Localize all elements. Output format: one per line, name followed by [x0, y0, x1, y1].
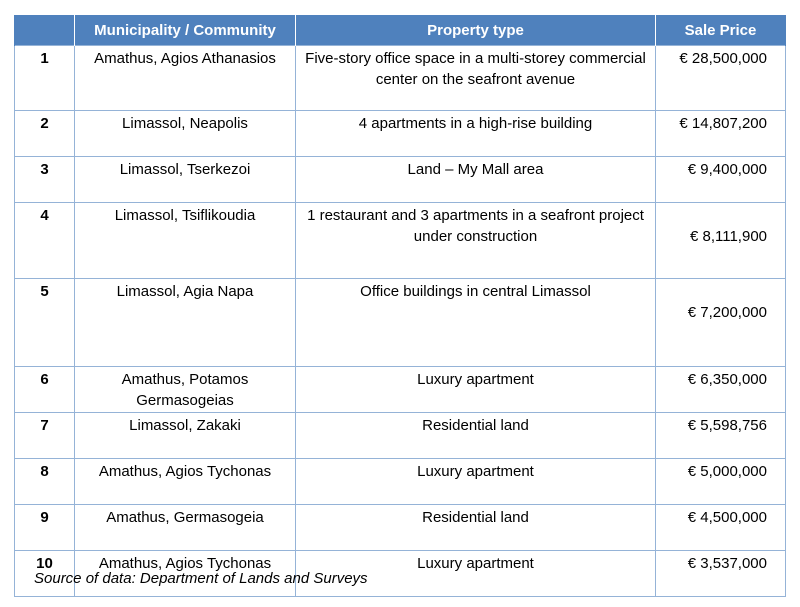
table-row: [15, 459, 786, 505]
row-municipality: Limassol, Tserkezoi: [75, 157, 296, 203]
row-property-type: 1 restaurant and 3 apartments in a seafront project under construction: [296, 203, 656, 279]
table-row: [15, 46, 786, 111]
table-row: [15, 279, 786, 367]
row-rank: 2: [15, 111, 75, 157]
table-row: [15, 505, 786, 551]
row-municipality: Amathus, Potamos Germasogeias: [75, 367, 296, 413]
header-property-type: Property type: [296, 15, 656, 46]
row-rank: 4: [15, 203, 75, 279]
table-row: [15, 111, 786, 157]
row-sale-price: € 14,807,200: [656, 111, 786, 157]
row-municipality: Amathus, Agios Tychonas: [75, 551, 296, 597]
table-row: [15, 157, 786, 203]
row-sale-price: € 9,400,000: [656, 157, 786, 203]
row-sale-price: € 3,537,000: [656, 551, 786, 597]
table-row: [15, 367, 786, 413]
row-sale-price: € 7,200,000: [656, 279, 786, 367]
table-row: [15, 203, 786, 279]
row-rank: 1: [15, 46, 75, 111]
header-municipality: Municipality / Community: [75, 15, 296, 46]
row-sale-price: € 5,598,756: [656, 413, 786, 459]
row-municipality: Limassol, Tsiflikoudia: [75, 203, 296, 279]
row-sale-price: € 4,500,000: [656, 505, 786, 551]
property-sales-table: [14, 15, 786, 597]
row-municipality: Limassol, Agia Napa: [75, 279, 296, 367]
row-property-type: Luxury apartment: [296, 367, 656, 413]
row-property-type: Five-story office space in a multi-storey commercial center on the seafront avenue: [296, 46, 656, 111]
header-sale-price: Sale Price: [656, 15, 786, 46]
row-property-type: Luxury apartment: [296, 459, 656, 505]
row-property-type: Residential land: [296, 413, 656, 459]
row-rank: 10: [15, 551, 75, 597]
row-sale-price: € 6,350,000: [656, 367, 786, 413]
table-header-row: [15, 15, 786, 46]
row-property-type: Office buildings in central Limassol: [296, 279, 656, 367]
header-rank: [15, 15, 75, 46]
row-municipality: Amathus, Agios Tychonas: [75, 459, 296, 505]
row-property-type: Luxury apartment: [296, 551, 656, 597]
row-rank: 7: [15, 413, 75, 459]
row-sale-price: € 5,000,000: [656, 459, 786, 505]
row-rank: 3: [15, 157, 75, 203]
row-municipality: Limassol, Neapolis: [75, 111, 296, 157]
table-row: [15, 413, 786, 459]
row-property-type: 4 apartments in a high-rise building: [296, 111, 656, 157]
row-rank: 5: [15, 279, 75, 367]
row-municipality: Amathus, Germasogeia: [75, 505, 296, 551]
row-rank: 8: [15, 459, 75, 505]
row-rank: 9: [15, 505, 75, 551]
row-municipality: Limassol, Zakaki: [75, 413, 296, 459]
row-sale-price: € 28,500,000: [656, 46, 786, 111]
row-property-type: Residential land: [296, 505, 656, 551]
row-rank: 6: [15, 367, 75, 413]
data-source-note: Source of data: Department of Lands and Surveys: [34, 570, 368, 587]
row-municipality: Amathus, Agios Athanasios: [75, 46, 296, 111]
row-property-type: Land – My Mall area: [296, 157, 656, 203]
row-sale-price: € 8,111,900: [656, 203, 786, 279]
